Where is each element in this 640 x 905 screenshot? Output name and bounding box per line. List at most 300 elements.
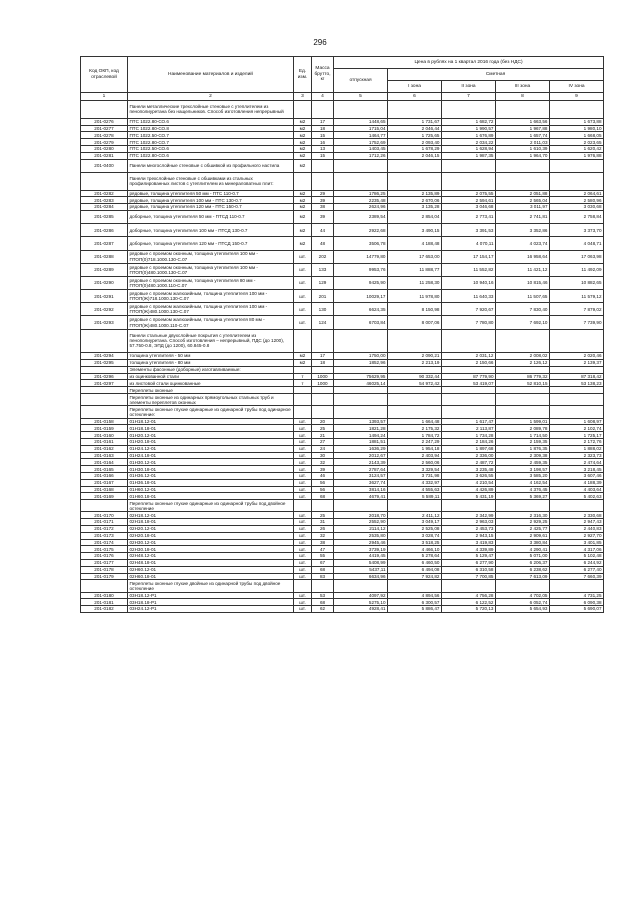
item-unit: шт. <box>294 553 312 560</box>
zone-2-price: 10 940,16 <box>442 276 496 289</box>
zone-3-price: 4 162,54 <box>496 479 550 486</box>
zone-2-price: 2 943,15 <box>442 532 496 539</box>
item-code: 201-0164 <box>81 459 128 466</box>
item-name: 01Н24.12-01 <box>128 445 294 452</box>
section-row <box>81 387 604 394</box>
item-unit: т <box>294 380 312 387</box>
section-code-cell <box>81 387 128 394</box>
item-mass: 133 <box>312 263 334 276</box>
empty-cell <box>312 172 334 190</box>
zone-1-price: 1 731,67 <box>388 118 442 125</box>
release-price: 2018,70 <box>334 512 388 519</box>
zone-1-price: 2 213,19 <box>388 359 442 366</box>
table-row <box>81 546 604 553</box>
zone-3-price: 2 565,04 <box>496 197 550 204</box>
release-price: 2552,90 <box>334 519 388 526</box>
zone-2-price <box>442 159 496 172</box>
empty-cell <box>294 172 312 190</box>
table-row <box>81 532 604 539</box>
item-mass: 39 <box>312 197 334 204</box>
table-row <box>81 210 604 223</box>
empty-cell <box>442 101 496 119</box>
zone-4-price: 5 102,48 <box>550 553 604 560</box>
release-price: 2012,67 <box>334 452 388 459</box>
zone-2-price: 3 419,83 <box>442 539 496 546</box>
table-row <box>81 486 604 493</box>
zone-3-price: 2 051,88 <box>496 190 550 197</box>
item-unit: шт. <box>294 303 312 316</box>
item-unit: м2 <box>294 204 312 211</box>
release-price: 4419,45 <box>334 553 388 560</box>
zone-1-price: 17 653,00 <box>388 250 442 263</box>
column-number: 4 <box>312 93 334 101</box>
table-row <box>81 139 604 146</box>
release-price: 3124,57 <box>334 472 388 479</box>
item-mass: 202 <box>312 250 334 263</box>
empty-cell <box>496 406 550 418</box>
item-code: 201-0297 <box>81 380 128 387</box>
zone-1-price: 11 258,30 <box>388 276 442 289</box>
zone-4-price: 7 739,90 <box>550 316 604 329</box>
zone-3-price: 7 692,10 <box>496 316 550 329</box>
zone-3-price: 1 964,70 <box>496 152 550 159</box>
item-unit: шт. <box>294 486 312 493</box>
zone-3-price: 86 779,32 <box>496 373 550 380</box>
item-name: 01Н30.18-01 <box>128 466 294 473</box>
table-row <box>81 425 604 432</box>
zone-2-price: 4 426,89 <box>442 486 496 493</box>
column-number: 7 <box>442 93 496 101</box>
zone-1-price: 11 978,80 <box>388 290 442 303</box>
zone-2-price: 4 070,11 <box>442 237 496 250</box>
release-price: 1715,04 <box>334 125 388 132</box>
release-price: 1403,45 <box>334 145 388 152</box>
item-mass: 20 <box>312 418 334 425</box>
zone-2-price: 2 150,66 <box>442 359 496 366</box>
item-code: 201-0277 <box>81 125 128 132</box>
section-title: Элементы фасонные (доборные) изготавливаемые: <box>128 366 294 373</box>
table-row <box>81 553 604 560</box>
item-unit: шт. <box>294 546 312 553</box>
column-number: 3 <box>294 93 312 101</box>
release-price: 6624,35 <box>334 303 388 316</box>
item-code: 201-0168 <box>81 486 128 493</box>
zone-2-price: 4 339,89 <box>442 546 496 553</box>
item-name: толщина утеплителя - 80 мм <box>128 359 294 366</box>
header-unit: Ед. изм. <box>294 57 312 93</box>
zone-2-price: 7 920,67 <box>442 303 496 316</box>
column-number-row <box>81 93 604 101</box>
zone-1-price: 2 046,44 <box>388 125 442 132</box>
table-row <box>81 606 604 613</box>
zone-4-price: 1 976,88 <box>550 152 604 159</box>
column-number: 9 <box>550 93 604 101</box>
zone-1-price: 8 150,98 <box>388 303 442 316</box>
zone-2-price: 7 700,85 <box>442 573 496 580</box>
item-code: 201-0161 <box>81 438 128 445</box>
release-price: 1752,69 <box>334 139 388 146</box>
item-name: 02Н30.12-01 <box>128 539 294 546</box>
section-title: Панели стальные двухслойные покрытия с утеплителем из пенополиуретана. Способ изготовления – непрерывный, ПДС (до 1200), 57.750-0.8, ЭПД (до 1200), 60.845-0.8 <box>128 329 294 352</box>
zone-4-price: 6 244,92 <box>550 559 604 566</box>
zone-2-price: 17 154,17 <box>442 250 496 263</box>
release-price: 9953,76 <box>334 263 388 276</box>
zone-3-price: 3 380,84 <box>496 539 550 546</box>
item-unit: м2 <box>294 224 312 237</box>
empty-cell <box>312 500 334 512</box>
item-unit: м2 <box>294 159 312 172</box>
item-mass: 16 <box>312 139 334 146</box>
section-row <box>81 329 604 352</box>
item-mass: 32 <box>312 532 334 539</box>
item-code: 201-0288 <box>81 250 128 263</box>
item-name: доборные, толщина утеплителя 120 мм - ПТСД 150-0.7 <box>128 237 294 250</box>
zone-4-price: 1 668,05 <box>550 132 604 139</box>
item-code: 201-0292 <box>81 303 128 316</box>
item-code: 201-0289 <box>81 263 128 276</box>
zone-4-price: 4 731,25 <box>550 592 604 599</box>
item-unit: шт. <box>294 263 312 276</box>
empty-cell <box>550 580 604 592</box>
zone-4-price: 2 947,43 <box>550 519 604 526</box>
item-name: ПТС 1022.50-СО.7 <box>128 132 294 139</box>
release-price: 4679,41 <box>334 493 388 500</box>
section-title: Переплеты оконные глухие одинарные из одинарной трубы под одинарное остекление: <box>128 406 294 418</box>
release-price: 1448,65 <box>334 118 388 125</box>
table-row <box>81 573 604 580</box>
zone-4-price: 5 402,63 <box>550 493 604 500</box>
table-row <box>81 152 604 159</box>
table-row <box>81 276 604 289</box>
release-price: 5275,10 <box>334 599 388 606</box>
item-mass: 124 <box>312 316 334 329</box>
table-row <box>81 466 604 473</box>
zone-4-price: 6 090,38 <box>550 599 604 606</box>
item-unit: шт. <box>294 466 312 473</box>
item-mass: 130 <box>312 303 334 316</box>
item-code: 201-0173 <box>81 532 128 539</box>
section-code-cell <box>81 329 128 352</box>
zone-3-price: 3 198,57 <box>496 466 550 473</box>
item-unit: м2 <box>294 118 312 125</box>
item-mass: 31 <box>312 519 334 526</box>
item-name: из листовой стали оцинкованные <box>128 380 294 387</box>
item-unit: шт. <box>294 459 312 466</box>
item-mass: 39 <box>312 466 334 473</box>
zone-4-price: 7 660,39 <box>550 573 604 580</box>
table-row <box>81 438 604 445</box>
item-code: 201-0176 <box>81 553 128 560</box>
zone-4-price: 2 102,74 <box>550 425 604 432</box>
table-row <box>81 418 604 425</box>
item-code: 201-0282 <box>81 190 128 197</box>
item-name: рядовые с проемом жалюзийным, толщина утеплителя 80 мм - ПТОП(Ж)480.1000.110-С.07 <box>128 316 294 329</box>
zone-2-price: 2 075,55 <box>442 190 496 197</box>
zone-3-price: 1 714,50 <box>496 432 550 439</box>
release-price: 2922,68 <box>334 224 388 237</box>
empty-cell <box>550 366 604 373</box>
empty-cell <box>334 406 388 418</box>
item-name: 02Н60.18-01 <box>128 573 294 580</box>
zone-4-price: 7 879,02 <box>550 303 604 316</box>
item-name: 02Н30.18-01 <box>128 546 294 553</box>
zone-4-price: 1 620,42 <box>550 145 604 152</box>
item-name: 02Н20.18-01 <box>128 532 294 539</box>
empty-cell <box>312 329 334 352</box>
zone-1-price: 2 093,40 <box>388 139 442 146</box>
empty-cell <box>294 101 312 119</box>
item-unit: м2 <box>294 132 312 139</box>
table-row <box>81 472 604 479</box>
table-row <box>81 159 604 172</box>
item-name: рядовые с проемом жалюзийным, толщина утеплителя 100 мм - ПТОП(Ж)718.1000.130-С.07 <box>128 290 294 303</box>
item-code: 201-0172 <box>81 525 128 532</box>
zone-1-price: 2 175,32 <box>388 425 442 432</box>
zone-3-price: 11 421,12 <box>496 263 550 276</box>
zone-3-price: 16 958,64 <box>496 250 550 263</box>
item-mass: 18 <box>312 125 334 132</box>
table-row <box>81 452 604 459</box>
empty-cell <box>496 101 550 119</box>
item-mass: 17 <box>312 353 334 360</box>
table-row <box>81 459 604 466</box>
zone-3-price: 4 702,05 <box>496 592 550 599</box>
item-name: ПТС 1022.80-СО.8 <box>128 125 294 132</box>
zone-1-price: 2 135,89 <box>388 190 442 197</box>
release-price: 10029,17 <box>334 290 388 303</box>
item-name: ПТС 1022.80-СО.6 <box>128 118 294 125</box>
table-row <box>81 316 604 329</box>
item-name: 02Н48.12-01 <box>128 553 294 560</box>
zone-1-price: 1 678,29 <box>388 145 442 152</box>
item-unit: м2 <box>294 353 312 360</box>
table-row <box>81 479 604 486</box>
zone-4-price: 11 492,09 <box>550 263 604 276</box>
item-name: 01Н36.18-01 <box>128 479 294 486</box>
item-name: 01Н36.12-01 <box>128 472 294 479</box>
zone-3-price: 4 376,45 <box>496 486 550 493</box>
release-price: 2535,80 <box>334 532 388 539</box>
release-price: 5408,99 <box>334 559 388 566</box>
item-code: 201-0166 <box>81 472 128 479</box>
item-code: 201-0283 <box>81 197 128 204</box>
empty-cell <box>388 394 442 406</box>
item-name: рядовые, толщина утеплителя 50 мм - ПТС 110-0.7 <box>128 190 294 197</box>
section-code-cell <box>81 406 128 418</box>
item-name: 02Н20.12-01 <box>128 525 294 532</box>
item-unit: шт. <box>294 493 312 500</box>
table-row <box>81 559 604 566</box>
zone-2-price: 3 046,68 <box>442 204 496 211</box>
zone-4-price: 1 888,02 <box>550 445 604 452</box>
empty-cell <box>334 500 388 512</box>
item-code: 201-0287 <box>81 237 128 250</box>
item-name: 02Н18.12-01 <box>128 512 294 519</box>
zone-3-price: 5 071,00 <box>496 553 550 560</box>
zone-3-price: 3 352,86 <box>496 224 550 237</box>
item-unit: шт. <box>294 425 312 432</box>
empty-cell <box>334 580 388 592</box>
item-code: 201-0279 <box>81 139 128 146</box>
item-name: 03Н18.12-Р1 <box>128 592 294 599</box>
empty-cell <box>388 406 442 418</box>
zone-3-price: 52 810,15 <box>496 380 550 387</box>
table-row <box>81 250 604 263</box>
zone-1-price: 8 007,06 <box>388 316 442 329</box>
section-title: Панели трехслойные стеновые с обшивками из стальных профилированных листов с утеплителем из минераловатных плит: <box>128 172 294 190</box>
item-mass: 55 <box>312 553 334 560</box>
zone-2-price: 1 617,47 <box>442 418 496 425</box>
empty-cell <box>496 366 550 373</box>
section-code-cell <box>81 172 128 190</box>
zone-1-price: 2 403,94 <box>388 452 442 459</box>
zone-4-price: 3 218,45 <box>550 466 604 473</box>
section-row <box>81 580 604 592</box>
header-release-price: отпускная <box>334 69 388 93</box>
item-mass: 53 <box>312 592 334 599</box>
item-name: из оцинкованной стали <box>128 373 294 380</box>
empty-cell <box>442 387 496 394</box>
item-unit: м2 <box>294 237 312 250</box>
zone-2-price: 2 184,26 <box>442 438 496 445</box>
item-code: 201-0278 <box>81 132 128 139</box>
zone-1-price: 2 854,04 <box>388 210 442 223</box>
empty-cell <box>442 394 496 406</box>
zone-3-price: 2 159,35 <box>496 438 550 445</box>
section-title: Переплеты оконные глухие двойные из одинарной трубы под двойное остекление <box>128 580 294 592</box>
table-row <box>81 263 604 276</box>
zone-1-price: 90 332,44 <box>388 373 442 380</box>
zone-2-price: 2 453,73 <box>442 525 496 532</box>
zone-1-price: 6 460,50 <box>388 559 442 566</box>
item-name: толщина утеплителя - 50 мм <box>128 353 294 360</box>
item-unit: м2 <box>294 190 312 197</box>
zone-3-price: 2 316,30 <box>496 512 550 519</box>
zone-1-price: 4 188,48 <box>388 237 442 250</box>
zone-4-price: 2 474,64 <box>550 459 604 466</box>
zone-1-price: 5 886,47 <box>388 606 442 613</box>
item-code: 201-0163 <box>81 452 128 459</box>
item-mass: 15 <box>312 132 334 139</box>
table-row <box>81 204 604 211</box>
zone-4-price: 53 138,23 <box>550 380 604 387</box>
zone-4-price: 2 758,84 <box>550 210 604 223</box>
item-name: рядовые, толщина утеплителя 120 мм - ПТС 150-0.7 <box>128 204 294 211</box>
empty-cell <box>496 394 550 406</box>
release-price: 2624,96 <box>334 204 388 211</box>
table-row <box>81 493 604 500</box>
item-unit: шт. <box>294 290 312 303</box>
release-price: 2114,12 <box>334 525 388 532</box>
release-price: 3627,74 <box>334 479 388 486</box>
empty-cell <box>496 329 550 352</box>
item-mass: 67 <box>312 559 334 566</box>
item-name: 01Н20.18-01 <box>128 438 294 445</box>
empty-cell <box>442 580 496 592</box>
empty-cell <box>334 329 388 352</box>
table-row <box>81 373 604 380</box>
zone-2-price: 5 720,13 <box>442 606 496 613</box>
zone-1-price: 2 247,29 <box>388 438 442 445</box>
release-price: 2945,46 <box>334 539 388 546</box>
item-code: 201-0158 <box>81 418 128 425</box>
empty-cell <box>334 366 388 373</box>
release-price: 3739,19 <box>334 546 388 553</box>
zone-2-price: 5 431,19 <box>442 493 496 500</box>
item-code: 201-0169 <box>81 493 128 500</box>
release-price: 2235,48 <box>334 197 388 204</box>
zone-3-price: 1 876,35 <box>496 445 550 452</box>
section-code-cell <box>81 366 128 373</box>
zone-1-price: 3 329,54 <box>388 466 442 473</box>
zone-2-price: 1 628,94 <box>442 145 496 152</box>
empty-cell <box>388 366 442 373</box>
item-code: 201-0180 <box>81 592 128 599</box>
empty-cell <box>496 387 550 394</box>
zone-4-price: 1 608,97 <box>550 418 604 425</box>
item-unit: шт. <box>294 592 312 599</box>
empty-cell <box>550 101 604 119</box>
table-row <box>81 519 604 526</box>
release-price: 1852,96 <box>334 359 388 366</box>
section-row <box>81 101 604 119</box>
section-title: Переплеты оконные глухие одинарные из одинарной трубы под двойное остекление <box>128 500 294 512</box>
item-code: 201-0293 <box>81 316 128 329</box>
item-unit: м2 <box>294 152 312 159</box>
item-mass: 38 <box>312 539 334 546</box>
empty-cell <box>496 580 550 592</box>
zone-3-price: 2 929,25 <box>496 519 550 526</box>
item-mass: 68 <box>312 566 334 573</box>
item-name: 02Н60.12-01 <box>128 566 294 573</box>
empty-cell <box>550 329 604 352</box>
zone-4-price: 2 323,73 <box>550 452 604 459</box>
item-code: 201-0285 <box>81 210 128 223</box>
item-unit: шт. <box>294 512 312 519</box>
table-row <box>81 197 604 204</box>
header-zone-3: III зона <box>496 81 550 93</box>
zone-2-price: 11 640,33 <box>442 290 496 303</box>
column-number: 1 <box>81 93 128 101</box>
zone-1-price: 4 555,63 <box>388 486 442 493</box>
zone-3-price: 1 610,39 <box>496 145 550 152</box>
item-unit: шт. <box>294 472 312 479</box>
item-code: 201-0159 <box>81 425 128 432</box>
item-mass: 21 <box>312 432 334 439</box>
zone-2-price: 6 310,58 <box>442 566 496 573</box>
zone-3-price: 4 290,41 <box>496 546 550 553</box>
item-unit: м2 <box>294 145 312 152</box>
release-price: 14779,80 <box>334 250 388 263</box>
item-unit: шт. <box>294 445 312 452</box>
zone-2-price: 2 342,99 <box>442 512 496 519</box>
item-name: рядовые с проемом оконным, толщина утеплителя 100 мм - ПТОП(0)480.1000.130-С.07 <box>128 263 294 276</box>
zone-2-price: 1 676,89 <box>442 132 496 139</box>
zone-2-price: 11 552,82 <box>442 263 496 276</box>
zone-4-price: 2 020,46 <box>550 353 604 360</box>
release-price: 1712,26 <box>334 152 388 159</box>
table-row <box>81 359 604 366</box>
zone-1-price: 4 332,97 <box>388 479 442 486</box>
release-price: 1636,29 <box>334 445 388 452</box>
zone-1-price: 2 525,08 <box>388 525 442 532</box>
empty-cell <box>334 394 388 406</box>
zone-4-price: 2 927,70 <box>550 532 604 539</box>
section-title: Панели металлические трехслойные стеновые с утеплителем из пенополиуретана без нащельников. Способ изготовления непрерывный <box>128 101 294 119</box>
release-price: 1881,51 <box>334 438 388 445</box>
item-mass: 25 <box>312 512 334 519</box>
column-number: 6 <box>388 93 442 101</box>
